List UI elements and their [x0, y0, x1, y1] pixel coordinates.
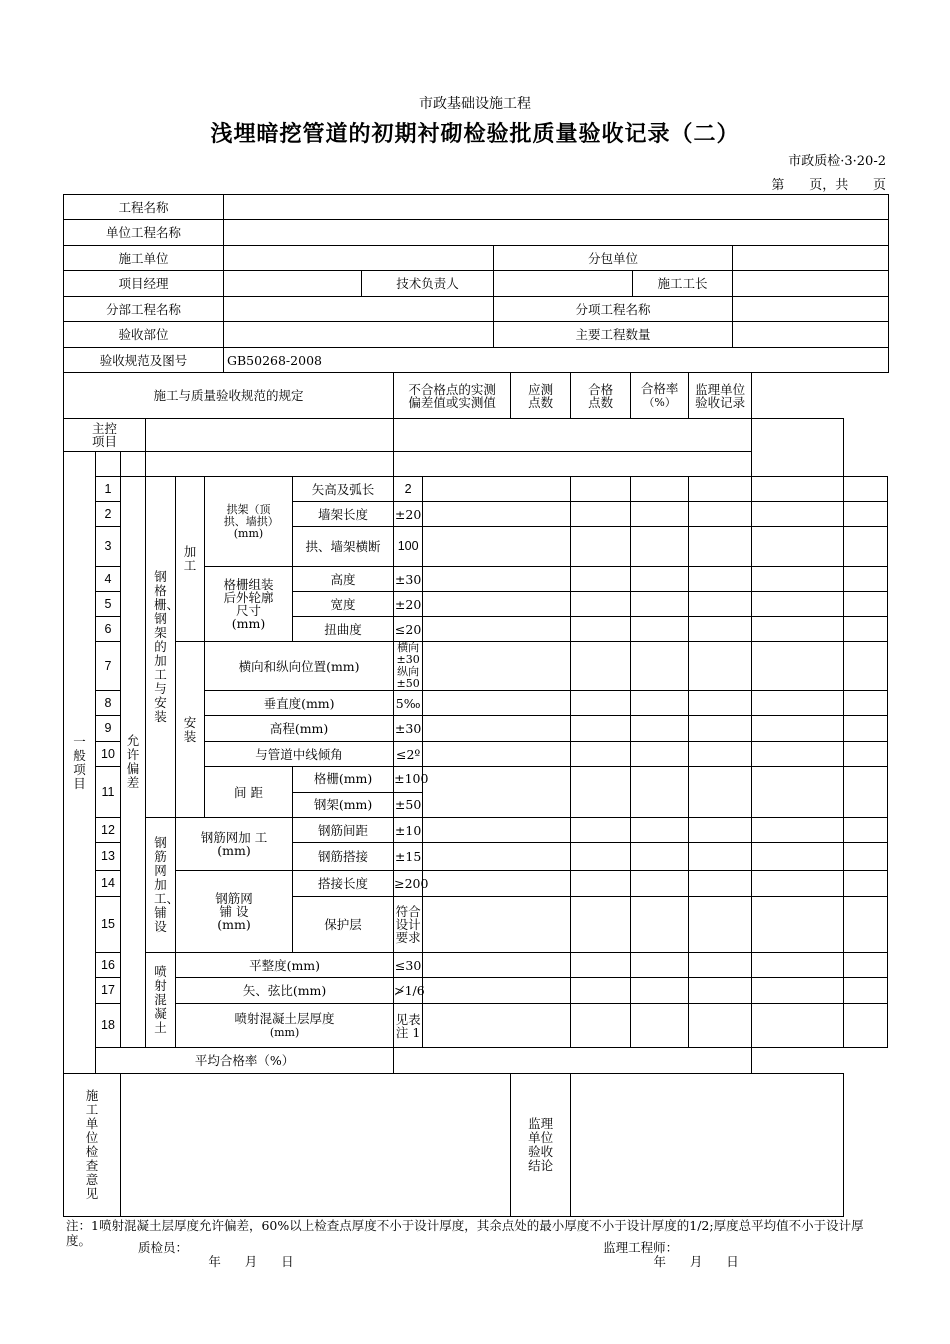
table-row: 5 宽度 ±20 [64, 592, 888, 617]
field-subcontractor[interactable] [733, 246, 889, 271]
table-row: 9 高程(mm) ±30 [64, 716, 888, 742]
table-row: 10 与管道中线倾角 ≤2º [64, 742, 888, 767]
field-constructor[interactable] [224, 246, 494, 271]
table-row: 1 允许偏差 钢格栅、钢架的加工与安装 加工 拱架（顶拱、墙拱）(mm) 矢高及弧长 2 [64, 477, 888, 502]
field-division[interactable] [224, 297, 494, 322]
group-main-control: 主控项目 [64, 419, 146, 452]
field-part[interactable] [224, 322, 494, 348]
label-pm: 项目经理 [64, 271, 224, 297]
table-row: 11 间 距 格栅(mm) 钢架(mm) ±100 ±50 [64, 767, 888, 818]
field-subitem[interactable] [733, 297, 889, 322]
group-spacing: 间 距 [205, 767, 293, 818]
group-general: 一般项目 [64, 452, 96, 1074]
field-tech-lead[interactable] [494, 271, 633, 297]
group-mesh: 钢筋网加工、铺设 [146, 818, 176, 953]
label-unit-project: 单位工程名称 [64, 220, 224, 246]
group-process: 加工 [176, 477, 205, 642]
table-row: 17 矢、弦比(mm) ≯1/6 [64, 978, 888, 1004]
table-row: 4 格栅组装后外轮廓尺寸(mm) 高度 ±30 [64, 567, 888, 592]
field-unit-project[interactable] [224, 220, 889, 246]
page-title: 浅埋暗挖管道的初期衬砌检验批质量验收记录（二） [210, 121, 740, 147]
field-project-name[interactable] [224, 195, 889, 220]
super-title: 市政基础设施工程 [419, 96, 531, 112]
table-row: 7 安装 横向和纵向位置(mm) 横向±30 纵向±50 [64, 642, 888, 691]
table-row: 18 喷射混凝土层厚度 (mm) 见表注 1 [64, 1004, 888, 1048]
col-measured: 不合格点的实测 偏差值或实测值 [394, 373, 511, 419]
table-row: 14 钢筋网铺 设(mm) 搭接长度 ≥200 [64, 871, 888, 897]
label-tech-lead: 技术负责人 [362, 271, 494, 297]
field-spec[interactable]: GB50268-2008 [224, 348, 889, 373]
footnote: 注：1喷射混凝土层厚度允许偏差，60%以上检查点厚度不小于设计厚度，其余点处的最小厚度不小于设计厚度的1/2;厚度总平均值不小于设计厚度。 [66, 1218, 864, 1248]
group-mesh-process: 钢筋网加 工 (mm) [176, 818, 293, 871]
table-row: 2 墙架长度 ±20 [64, 502, 888, 527]
construction-date: 年 月 日 [208, 1254, 294, 1269]
col-pass: 合格 点数 [571, 373, 631, 419]
info-table [63, 194, 889, 373]
group-shotcrete: 喷射混凝土 [146, 953, 176, 1048]
group-arch: 拱架（顶拱、墙拱）(mm) [205, 477, 293, 567]
field-quantity[interactable] [733, 322, 889, 348]
group-steel-frame: 钢格栅、钢架的加工与安装 [146, 477, 176, 818]
field-pm[interactable] [224, 271, 362, 297]
group-allow: 允许偏差 [121, 477, 146, 1048]
table-row: 8 垂直度(mm) 5‰ [64, 691, 888, 716]
table-row: 15 保护层 符合设计 要求 [64, 897, 888, 953]
page-counter: 第 页，共 页 [771, 178, 886, 193]
label-foreman: 施工工长 [633, 271, 733, 297]
supervisor-conclusion-label: 监理单位验收结论 [511, 1074, 571, 1217]
table-row: 16 喷射混凝土 平整度(mm) ≤30 [64, 953, 888, 978]
engineer-label: 监理工程师： [603, 1240, 679, 1255]
table-row: 12 钢筋网加工、铺设 钢筋网加 工 (mm) 钢筋间距 ±10 [64, 818, 888, 843]
supervisor-date: 年 月 日 [653, 1254, 739, 1269]
group-grid: 格栅组装后外轮廓尺寸(mm) [205, 567, 293, 642]
label-subitem: 分项工程名称 [494, 297, 733, 322]
label-quantity: 主要工程数量 [494, 322, 733, 348]
construction-opinion-label: 施工单位检查意见 [64, 1074, 121, 1217]
measured-cell[interactable] [423, 477, 571, 502]
average-label: 平均合格率（%） [96, 1048, 394, 1074]
label-subcontractor: 分包单位 [494, 246, 733, 271]
group-install: 安装 [176, 642, 205, 818]
average-value[interactable] [394, 1048, 752, 1074]
average-row [64, 1048, 888, 1074]
label-constructor: 施工单位 [64, 246, 224, 271]
inspector-label: 质检员： [138, 1240, 189, 1255]
label-spec: 验收规范及图号 [64, 348, 224, 373]
construction-opinion-field[interactable] [121, 1074, 511, 1269]
col-rate: 合格率 （%） [631, 373, 689, 419]
label-division: 分部工程名称 [64, 297, 224, 322]
field-foreman[interactable] [733, 271, 889, 297]
table-row: 13 钢筋搭接 ±15 [64, 843, 888, 871]
table-row: 3 拱、墙架横断 100 [64, 527, 888, 567]
col-points: 应测 点数 [511, 373, 571, 419]
table-row: 6 扭曲度 ≤20 [64, 617, 888, 642]
form-code: 市政质检·3·20-2 [788, 154, 886, 169]
col-spec: 施工与质量验收规范的规定 [64, 373, 394, 419]
label-project-name: 工程名称 [64, 195, 224, 220]
label-part: 验收部位 [64, 322, 224, 348]
col-supervisor: 监理单位 验收记录 [689, 373, 752, 419]
supervisor-conclusion-field[interactable] [571, 1074, 844, 1269]
group-mesh-lay: 钢筋网铺 设(mm) [176, 871, 293, 953]
